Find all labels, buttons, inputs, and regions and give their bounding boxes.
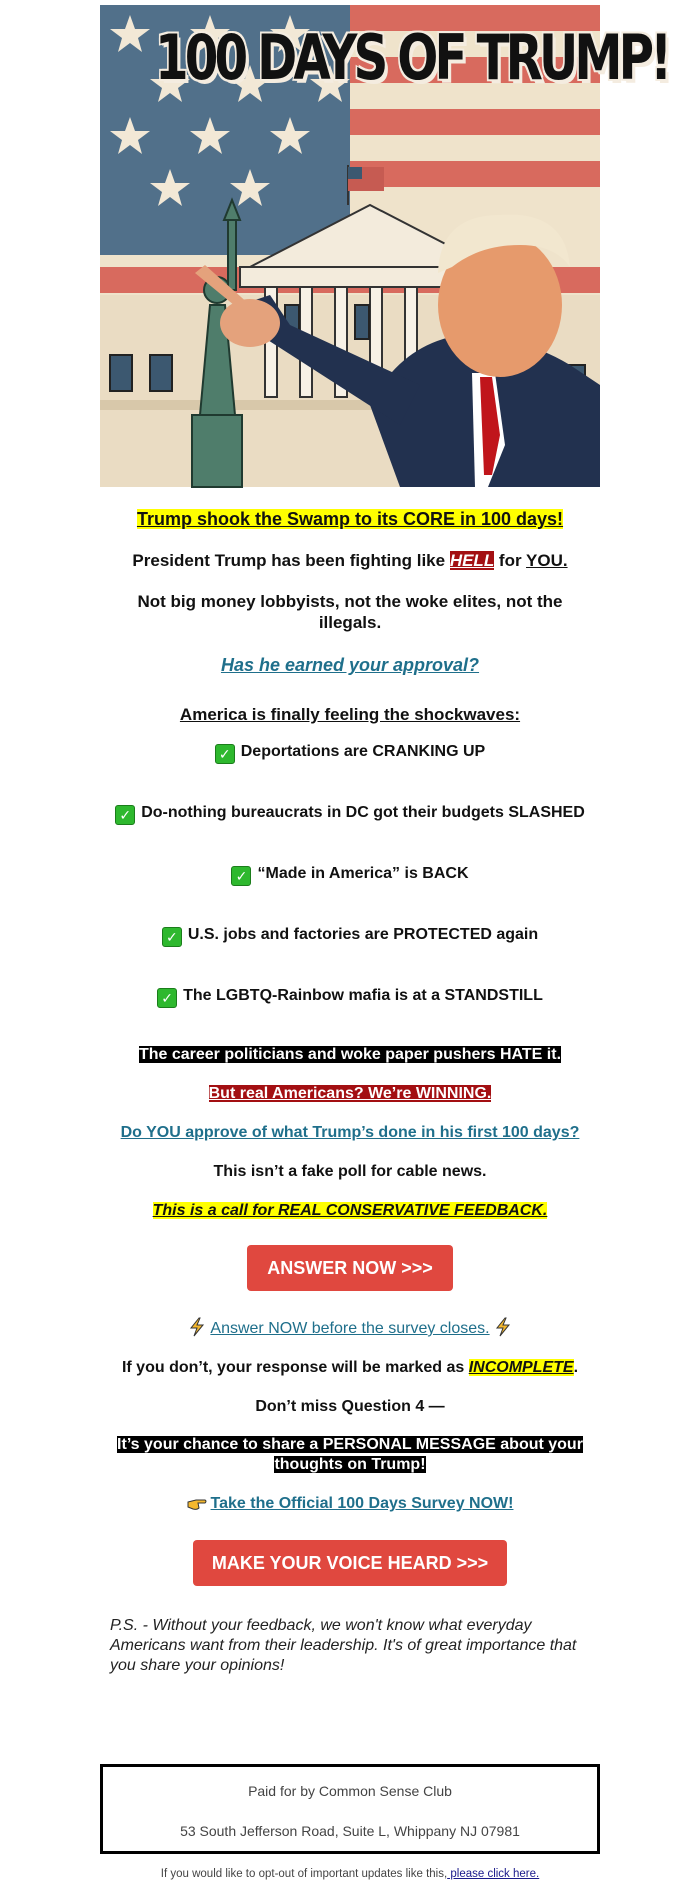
ps-section: [110, 1616, 590, 1676]
hate-line: The career politicians and woke paper pushers HATE it.: [138, 1046, 562, 1063]
fighting-line-text: President Trump has been fighting like: [132, 551, 450, 570]
lightning-icon: [494, 1317, 512, 1337]
make-voice-heard-button[interactable]: MAKE YOUR VOICE HEARD >>>: [193, 1540, 507, 1586]
list-item-text: U.S. jobs and factories are PROTECTED again: [187, 926, 539, 943]
answer-now-button[interactable]: ANSWER NOW >>>: [247, 1245, 453, 1291]
pointing-hand-icon: [187, 1495, 207, 1511]
personal-message: [100, 1435, 600, 1475]
incomplete-line: [100, 1357, 600, 1378]
cta1-wrap: [100, 1245, 600, 1291]
intro-section: [100, 509, 600, 676]
optout-line: [100, 1868, 600, 1880]
list-item-text: Do-nothing bureaucrats in DC got their budgets SLASHED: [141, 804, 585, 821]
list-item-text: “Made in America” is BACK: [257, 865, 469, 882]
list-item: [100, 741, 600, 764]
list-item: [100, 863, 600, 886]
fighting-line: [100, 550, 600, 571]
optout-text: If you would like to opt-out of important updates like this,: [160, 1868, 448, 1880]
you-word: YOU.: [526, 551, 568, 570]
ps-text: P.S. - Without your feedback, we won't know what everyday Americans want from their leadership. It's of great importance that you share your opinions!: [110, 1617, 577, 1674]
survey-line: [100, 1493, 600, 1514]
call-line: This is a call for REAL CONSERVATIVE FEEDBACK.: [152, 1202, 548, 1219]
email-container: [100, 5, 669, 1880]
personal-message-line2: thoughts on Trump!: [274, 1456, 426, 1473]
dont-miss-line: Don’t miss Question 4 —: [255, 1398, 445, 1415]
incomplete-line-end: .: [573, 1359, 579, 1376]
check-icon: ✓: [231, 866, 251, 886]
callout-section: [100, 1044, 600, 1221]
list-item: [100, 985, 600, 1008]
check-icon: ✓: [157, 988, 177, 1008]
take-survey-link[interactable]: Take the Official 100 Days Survey NOW!: [210, 1495, 514, 1512]
optout-link[interactable]: please click here.: [447, 1868, 540, 1880]
shockwave-list: [100, 741, 600, 1008]
list-item-text: Deportations are CRANKING UP: [240, 743, 486, 760]
answer-line: [100, 1317, 600, 1339]
footer: [100, 1764, 600, 1880]
paid-for-text: Paid for by Common Sense Club: [248, 1783, 452, 1799]
check-icon: ✓: [215, 744, 235, 764]
lightning-icon: [188, 1317, 206, 1337]
hero-title: 100 DAYS OF TRUMP!: [155, 21, 669, 94]
answer-before-close-link[interactable]: Answer NOW before the survey closes.: [210, 1320, 490, 1337]
approval-link[interactable]: Has he earned your approval?: [220, 655, 480, 675]
check-icon: ✓: [162, 927, 182, 947]
winning-line: But real Americans? We’re WINNING.: [208, 1085, 492, 1102]
footer-box: [100, 1764, 600, 1854]
shockwaves-section: [100, 704, 600, 1008]
personal-message-line1: It’s your chance to share a PERSONAL MESSAGE about your: [117, 1436, 583, 1453]
not-fake-line: This isn’t a fake poll for cable news.: [213, 1163, 487, 1180]
hell-word: HELL: [449, 551, 495, 570]
shockwaves-heading: America is finally feeling the shockwaves:: [179, 705, 521, 724]
incomplete-word: INCOMPLETE: [468, 1359, 574, 1376]
approve-link[interactable]: Do YOU approve of what Trump’s done in his first 100 days?: [120, 1124, 580, 1141]
incomplete-line-text: If you don’t, your response will be marked as: [121, 1359, 469, 1376]
list-item: [100, 924, 600, 947]
cta2-wrap: [100, 1540, 600, 1586]
fighting-line-mid: for: [494, 551, 527, 570]
not-lobbyists-line: Not big money lobbyists, not the woke elites, not the illegals.: [137, 592, 563, 632]
hero-image[interactable]: [100, 5, 669, 487]
check-icon: ✓: [115, 805, 135, 825]
address-text: 53 South Jefferson Road, Suite L, Whippany NJ 07981: [180, 1823, 520, 1839]
headline: Trump shook the Swamp to its CORE in 100 days!: [136, 509, 564, 529]
urgency-section: [100, 1317, 600, 1514]
list-item-text: The LGBTQ-Rainbow mafia is at a STANDSTILL: [183, 987, 543, 1004]
list-item: [100, 802, 600, 825]
